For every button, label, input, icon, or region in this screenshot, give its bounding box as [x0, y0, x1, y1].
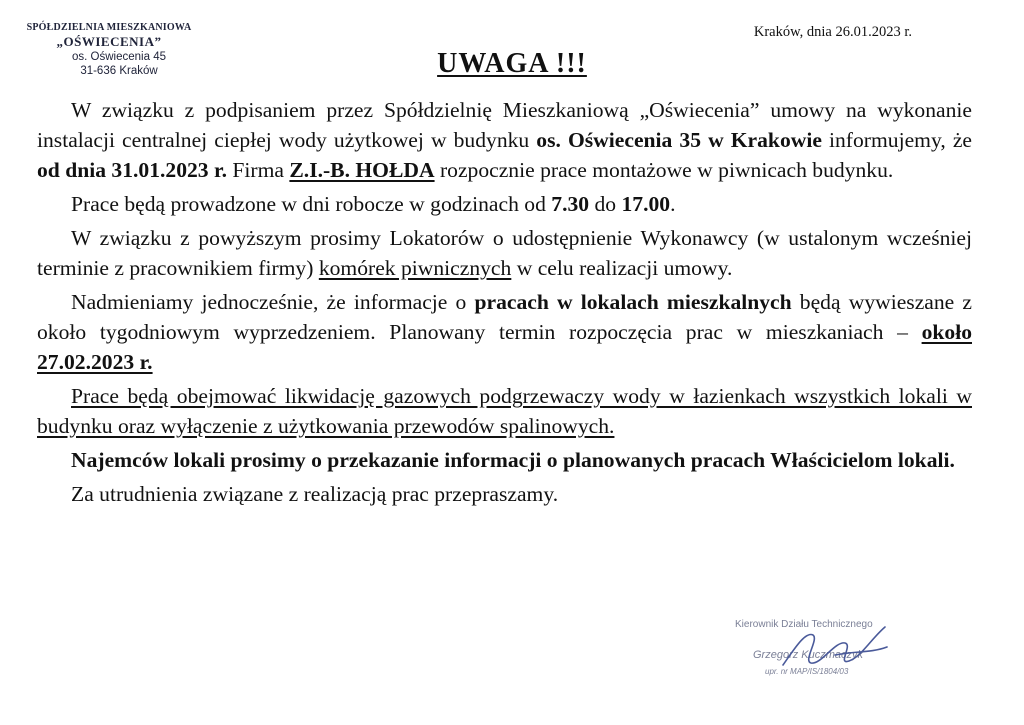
contractor-name: Z.I.-B. HOŁDA: [289, 158, 435, 182]
paragraph-6: Najemców lokali prosimy o przekazanie informacji o planowanych pracach Właścicielom lokali.: [71, 448, 955, 472]
p3-text-c: w celu realizacji umowy.: [511, 256, 733, 280]
signature-name: Grzegorz Kuczmaczyk: [753, 649, 864, 661]
p2-text-a: Prace będą prowadzone w dni robocze w godzinach od: [71, 192, 552, 216]
document-date: Kraków, dnia 26.01.2023 r.: [753, 24, 912, 40]
signature-role: Kierownik Działu Technicznego: [735, 619, 873, 630]
start-date: od dnia 31.01.2023 r.: [37, 158, 227, 182]
work-hours-end: 17.00: [621, 192, 671, 216]
stamp-line-4: 31-636 Kraków: [80, 65, 158, 77]
paragraph-3: [37, 223, 972, 283]
p4-text-c: będą wywieszane z około tygodniowym wyprzedzeniem. Planowany termin rozpoczęcia prac w mieszkaniach –: [37, 290, 972, 344]
stamp-line-1: SPÓŁDZIELNIA MIESZKANIOWA: [26, 22, 192, 33]
basement-cellars: komórek piwnicznych: [318, 256, 512, 280]
p4-text-a: Nadmieniamy jednocześnie, że informacje o: [71, 290, 475, 314]
paragraph-4: [37, 287, 972, 377]
stamp-line-3: os. Oświecenia 45: [72, 51, 166, 63]
notice-body: [37, 95, 972, 509]
paragraph-7: Za utrudnienia związane z realizacją prac przepraszamy.: [71, 482, 559, 506]
paragraph-2: [37, 189, 972, 219]
stamp-line-2: „OŚWIECENIA”: [56, 34, 162, 49]
signature-license: upr. nr MAP/IS/1804/03: [765, 667, 849, 676]
signature-stamp: [735, 619, 905, 689]
paragraph-5: Prace będą obejmować likwidację gazowych podgrzewaczy wody w łazienkach wszystkich lokali w budynku oraz wyłączenie z użytkowania przewodów spalinowych.: [37, 384, 972, 438]
p1-text-c: informujemy, że: [821, 128, 972, 152]
p2-text-c: do: [589, 192, 622, 216]
p1-text-g: rozpocznie prace montażowe w piwnicach budynku.: [434, 158, 894, 182]
apartment-works: pracach w lokalach mieszkalnych: [474, 290, 792, 314]
p1-text-a: W związku z podpisaniem przez Spółdzielnię Mieszkaniową „Oświecenia” umowy na wykonanie instalacji centralnej ciepłej wody użytkowej w budynku: [37, 98, 972, 152]
planned-start-date: około 27.02.2023 r.: [37, 320, 972, 374]
building-address: os. Oświecenia 35 w Krakowie: [536, 128, 822, 152]
work-hours-start: 7.30: [551, 192, 590, 216]
p2-text-e: .: [670, 192, 676, 216]
notice-title: UWAGA !!!: [437, 48, 587, 79]
paragraph-1: [37, 95, 972, 185]
p1-text-e: Firma: [227, 158, 290, 182]
p3-text-a: W związku z powyższym prosimy Lokatorów o udostępnienie Wykonawcy (w ustalonym wcześniej terminie z pracownikiem firmy): [37, 226, 972, 280]
handwritten-signature: [775, 621, 895, 677]
